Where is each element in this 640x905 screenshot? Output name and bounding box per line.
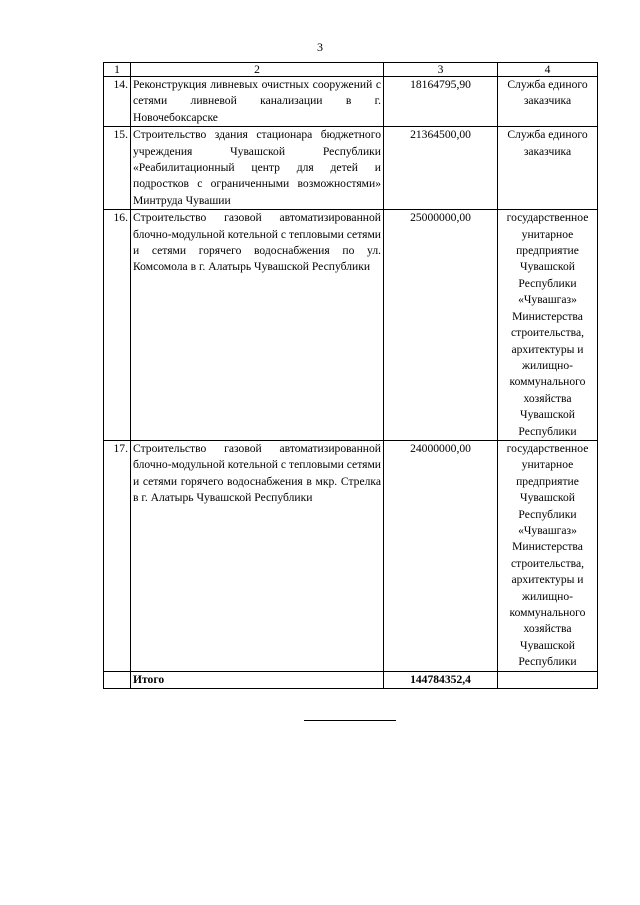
column-header-1: 1 [104,63,131,77]
column-header-3: 3 [384,63,498,77]
row-number: 14. [104,77,131,127]
total-empty-cell [498,671,598,688]
table-row [104,77,598,127]
total-row [104,671,598,688]
total-empty-cell [104,671,131,688]
column-header-2: 2 [131,63,384,77]
column-header-4: 4 [498,63,598,77]
row-number: 15. [104,127,131,210]
total-label: Итого [131,671,384,688]
row-description: Строительство газовой автоматизированной блочно-модульной котельной с тепловыми сетями и сетями горячего водоснабжения по ул. Комсомола в г. Алатырь Чувашской Республики [131,210,384,441]
row-executor: государственное унитарное предприятие Чувашской Республики «Чувашгаз» Министерства строительства, архитектуры и жилищно-коммунального хозяйства Чувашской Республики [498,210,598,441]
row-amount: 24000000,00 [384,440,498,671]
objects-table [103,62,598,689]
table-row [104,440,598,671]
row-executor: Служба единого заказчика [498,77,598,127]
page-number: 3 [317,40,323,54]
row-executor: государственное унитарное предприятие Чувашской Республики «Чувашгаз» Министерства строительства, архитектуры и жилищно-коммунального хозяйства Чувашской Республики [498,440,598,671]
row-amount: 25000000,00 [384,210,498,441]
table-row [104,210,598,441]
table-row [104,127,598,210]
row-description: Строительство здания стационара бюджетного учреждения Чувашской Республики «Реабилитационный центр для детей и подростков с ограниченными возможностями» Минтруда Чувашии [131,127,384,210]
row-description: Реконструкция ливневых очистных сооружений с сетями ливневой канализации в г. Новочебоксарске [131,77,384,127]
row-number: 17. [104,440,131,671]
row-number: 16. [104,210,131,441]
row-amount: 18164795,90 [384,77,498,127]
row-amount: 21364500,00 [384,127,498,210]
separator-line [304,720,396,721]
table-header-row [104,63,598,77]
row-executor: Служба единого заказчика [498,127,598,210]
row-description: Строительство газовой автоматизированной блочно-модульной котельной с тепловыми сетями и сетями горячего водоснабжения в мкр. Стрелка в г. Алатырь Чувашской Республики [131,440,384,671]
total-amount: 144784352,4 [384,671,498,688]
